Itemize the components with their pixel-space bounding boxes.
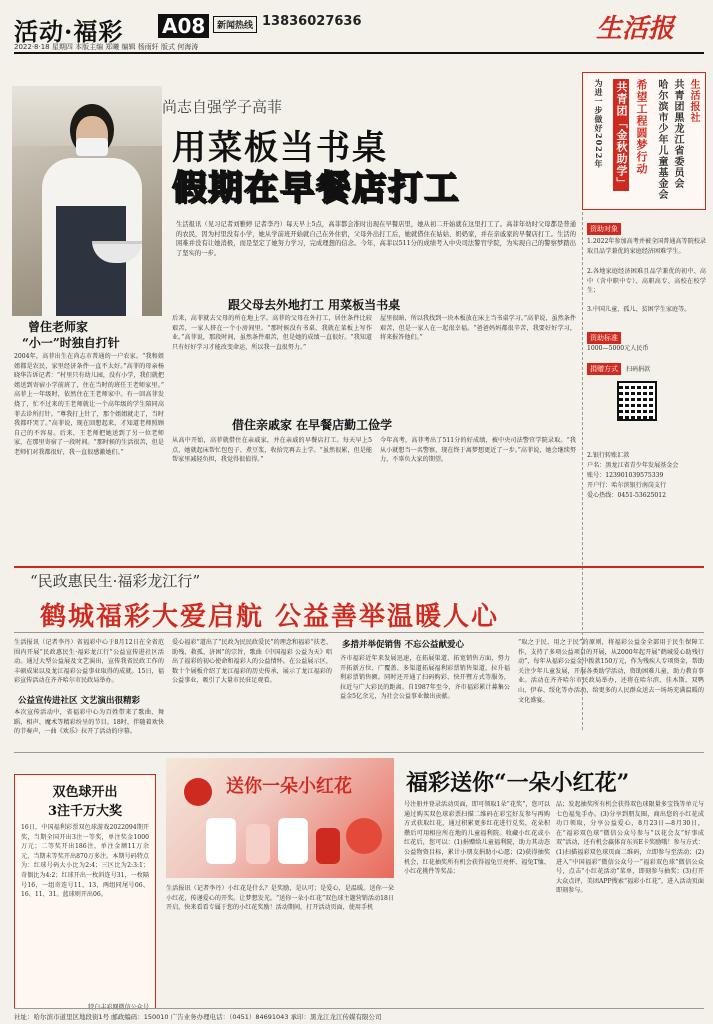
section-tag: 资助对象 <box>587 223 621 235</box>
sponsor-col: 为进一步做好2022年 <box>594 79 604 169</box>
article-column: 屋里很暗，所以我找到一块木板放在床上当书桌学习。”高菲说，虽然条件艰苦，但是一家人在一起很幸福。“爸爸妈妈都很辛苦，我要好好学习，将来报答他们。” <box>380 315 576 342</box>
story-title: 福彩送你“一朵小红花” <box>406 770 630 796</box>
sidebar-text: 扫码捐款 <box>626 366 651 373</box>
sidebar-text: 2.银行转账汇款 <box>587 452 630 459</box>
sidebar-text: 账号：123901039575339 <box>587 472 664 479</box>
divider <box>14 752 704 753</box>
student-photo <box>12 86 162 316</box>
subheading: 借住亲戚家 在早餐店勤工俭学 <box>232 418 393 432</box>
sidebar-text: 1000—5000元人民币 <box>587 345 649 352</box>
newspaper-logo: 生活报 <box>596 14 675 44</box>
hotline-number: 13836027636 <box>262 14 362 29</box>
article-column: 后来，高菲就去父母的所在地上学。高菲的父母在外打工，居住条件比较艰苦，一家人挤在一个小房间里。“那时候没有书桌，我就在菜板上写作业。”高菲说，那段时间，虽然条件艰苦，但是她的成绩一直很好。“我知道只有好好学习才能改变命运，所以我一直很努力。” <box>172 315 372 351</box>
sponsor-col: 哈尔滨市少年儿童基金会 <box>656 79 667 200</box>
article-column: 生活报讯（记者李丹）小红花是什么？是奖励，是认可；是爱心，是温暖。送你一朵小红花，传递爱心的开奖。让梦想发光。“送你一朵小红花”双色球主题营销活动18日开启，快来看看专属于您的小红花奖励！活动期间，打开活动页面，使用手机 <box>166 885 394 912</box>
promo-slogan: 送你一朵小红花 <box>226 776 352 797</box>
article-column: “取之于民、用之于民”的原则，将福彩公益金全部用于民生保障工作，支持了多项公益项目的开展，从2000年起开展“鹤城爱心助残行动”，每年从福彩公益金中拨款150万元，作为残疾人专项资金，帮助关注少年儿童发展，开展各类助学活动，资助困难儿童，助力教育事业。活动在齐齐哈尔市民政局举办，还将在哈尔滨、佳木斯、双鸭山、伊春、绥化等办活动，给更多的人民群众送去一场场充满温暖的文化盛宴。 <box>518 639 704 704</box>
article-column: 品；发起抽奖所有机会获得双色球限量多宝钱等单元与七色福兔手办。(3)分享到朋友圈，商出您的小红花成功口领取，分享公益爱心，8月23日—8月30日，在“福彩双色球”微信公众号参与“以花会友”好事成双”活动，还有机会赢体育东宾E卡奖励哦！参与方式：(1)扫描福彩双色球页面二维码，立即参与至活动；(2)进入“中国福彩”微信公众号一“福彩双色球”微信公众号，点击“小红花活动”菜单，即刻参与抽奖；(3)打开大众点评，美团APP搜索“福彩小红花”，进入活动页面即刻参与。 <box>556 801 704 895</box>
sponsor-col: 希望工程圆梦行动 <box>635 79 648 175</box>
article-column: 今年高考，高菲考出了511分的好成绩，被中央司法警官学院录取。“我从小就想当一名警察，现在终于离梦想更近了一步。”高菲说，她会继续努力，不辜负大家的期望。 <box>380 437 576 464</box>
story-title: 用菜板当书桌 <box>172 128 388 168</box>
sponsor-col: 共青团黑龙江省委员会 <box>672 79 683 189</box>
sidebar-text: 2.各地家庭经济困难且品学兼优的初中、高中（含中职中专）、高职高专、高校在校学生； <box>587 268 706 295</box>
sponsor-col: 共青团「金秋助学」 <box>615 81 628 189</box>
section-tag: 捐赠方式 <box>587 363 621 375</box>
box-title: 双色球开出 <box>52 785 118 800</box>
hotline-label: 新闻热线 <box>213 16 257 33</box>
subheading: “小一”时独自打针 <box>22 336 120 350</box>
article-column: 号注册并登录活动页面，即可领取1朵“花奖”，您可以通过购买双色球彩票扫描二维码在彩宝好友参与再购方式获取红花，通过积累更多红花进行兑奖，花朵积攒后可用相应所在地的儿童福利院。收藏小红花或小红花后，您可以：(1)捐赠给儿童福利院，助力其动态公益物资目标，累计小朋友捐助小心愿；(2)获得抽奖机会，红花抽奖所有机会获得福兔豆亮杯、福兔T恤、小红花挑件等奖品； <box>404 801 550 876</box>
sponsor-banner <box>582 72 706 210</box>
header-rule <box>14 52 704 54</box>
box-title: 3注千万大奖 <box>47 804 123 819</box>
story-lead: 尚志自强学子高菲 <box>162 98 283 116</box>
article-column: 生活报讯（记者李丹）省福彩中心于8月12日在全省范围内开展“民政惠民生·福彩龙江行”公益宣传进社区活动。通过大型公益展及文艺演出，宣传我省民政工作的丰硕成果以及龙江福彩公益事业取得的成就。15日，福彩宣传活动在齐齐哈尔市民政局举办。 <box>14 639 164 685</box>
subheading: 跟父母去外地打工 用菜板当书桌 <box>228 298 401 312</box>
issue-meta: 2022·8·18 星期四 本版主编 郑曦 编辑 杨雨轩 版式 何海涛 <box>14 43 199 51</box>
story-lead: “民政惠民生·福彩龙江行” <box>30 572 201 590</box>
subheading: 多措并举促销售 不忘公益献爱心 <box>342 640 464 650</box>
subheading: 公益宣传进社区 文艺演出很精彩 <box>18 696 140 706</box>
lottery-result-box <box>14 774 156 1009</box>
sponsor-col: 生活报社 <box>688 79 699 123</box>
section-name: 活动·福彩 <box>14 17 124 46</box>
article-column: 齐市福彩近年来发展迅速，在拓展渠道、拓宽销售方面，努力开拓新方位、广覆盖、多渠道拓展福利彩票销售渠道，拉升福利彩票销售额。同时还开通了扫码购彩、快开暨方式等服务，拉近与广大彩民的距离。自1987年至今，齐市福彩累计募集公益金5亿余元，为社会公益事业做出贡献。 <box>340 655 510 701</box>
page-footer: 社址：哈尔滨市道里区地段街1号 邮政编码：150010 广告业务办理电话：（0451）84691043 承印：黑龙江龙江传媒有限公司 <box>14 1008 704 1022</box>
sidebar-text: 爱心热线：0451-53625012 <box>587 492 667 499</box>
sidebar-text: 3.中国儿童、孤儿、贫困学生家庭等。 <box>587 306 691 313</box>
section-tag: 资助标准 <box>587 332 621 344</box>
article-column: 本次宣传活动中，省福彩中心为百姓带来了歌曲、舞蹈、相声、魔术等精彩纷呈的节目。18时，伴随着欢快的节奏声，一曲《欢乐》拉开了活动的序幕。 <box>14 709 164 736</box>
promo-image <box>166 758 394 878</box>
story-title: 鹤城福彩大爱启航 公益善举温暖人心 <box>40 602 500 632</box>
box-footer: 特白丰彩网微信公众号 <box>88 1004 149 1011</box>
subheading: 曾住老师家 <box>28 320 89 334</box>
article-column: 爱心福彩”道出了“民政为民民政爱民”的理念和福彩“扶老、助残、救孤、济困”的宗旨，歌曲《中国福彩 公益为天》唱出了福彩的初心使命和福彩人的公益情怀。在公益展示区，数十个展板介绍了龙江福彩的历史传承，展示了龙江福彩的公益事业，吸引了大量市民驻足观看。 <box>172 639 332 685</box>
sidebar-text: 开户行：哈尔滨银行南岗支行 <box>587 482 667 489</box>
section-rule <box>14 566 704 568</box>
article-column: 从高中开始，高菲就借住在亲戚家，并在亲戚的早餐店打工。每天早上5点，她就起床帮忙包包子、煮豆浆，收拾完再去上学。“虽然很累，但是能帮家里减轻负担，我觉得很值得。” <box>172 437 372 464</box>
story-title: 假期在早餐店打工 <box>172 168 460 208</box>
story-intro: 生活报讯（见习记者刘雅婷 记者李丹）每天早上5点，高菲都会准时出现在早餐店里，她从初二开始就在这里打工了。高菲年幼时父母都是普通的农民，因为村里没有小学，她从学前班开始就自己在外住宿，父母外出打工后，她就借住在姑姑、奶奶家，并在亲戚家的早餐店打工。生活的困难并没有让她消极，而是坚定了她努力学习，完成理想的信念。今年，高菲以511分的成绩考入中央司法警官学院，为实现自己的警察梦踏出了坚实的一步。 <box>176 221 576 257</box>
qr-code-icon[interactable] <box>617 381 657 421</box>
page-code: A08 <box>158 14 209 38</box>
divider <box>14 632 704 633</box>
sidebar-text: 1.2022年参加高考并被全国普通高等院校录取且品学兼优的家庭经济困难学生。 <box>587 238 706 255</box>
box-body: 16日，中国福利彩票双色球游戏2022094期开奖，当期全国开出3注一等奖，单注奖金1000万元；二等奖开出186注，单注金额11万余元，当期末等奖开出870万多注。本期号码特点为：红球号码大小比为2:4；三区比为2:3:1；奇偶比为4:2；红球开出一枚斜连号31，一枚隔号16，一组奇连号11、13，两组同尾号06、16、11、31。蓝球则开出06。 <box>21 824 149 899</box>
article-column: 2004年，高菲出生在尚志市普通的一户农家。“我和姐姐都是农民，家里经济条件一直不太好。”高菲的母亲杨晓华告诉记者：“村里只有幼儿园，没有小学，我们就把姐送到寄宿小学前班了，住在当时的班任王老师家里。” 高菲上一年级时，依然住在王老师家中。有一回高菲发烧了，忙不过来的王老师就让一个高年级的学生陪同高菲去诊所打针。“尊我打上针了，那个姐姐就走了，当时我都吓哭了。”高菲说，现在回想起来，才知道老师照顾自己的不容易。后来，王老师把她送到了另一位老师家，在那里寄宿了一段时间。“那时候的生活很苦，但是老师们对我都很好，我一直很感激她们。” <box>14 353 164 456</box>
sidebar-text: 户名：黑龙江省青少年发展基金会 <box>587 462 679 469</box>
